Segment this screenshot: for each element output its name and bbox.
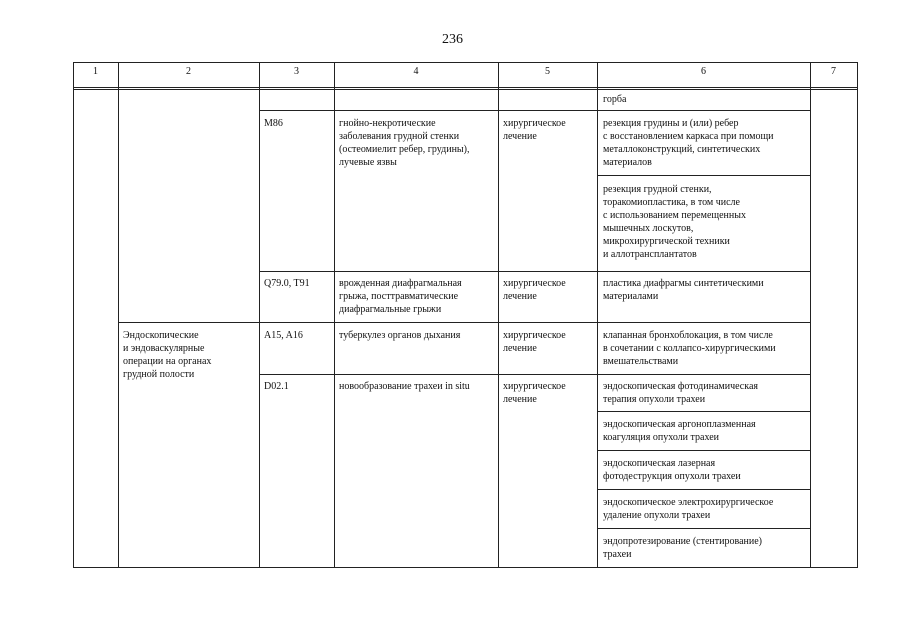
row-a15-method-1: клапанная бронхоблокация, в том числе в сочетании с коллапсо-хирургическими вмешательствами [603,330,776,367]
table-border-top [73,62,858,63]
row-d02-method-2: эндоскопическая аргоноплазменная коагуляция опухоли трахеи [603,419,756,443]
col-divider-3 [334,62,335,568]
header-col-7: 7 [831,66,836,77]
method-divider-3 [597,450,810,451]
row-divider-1 [259,110,810,111]
header-separator-2 [73,89,858,90]
header-col-4: 4 [413,66,419,77]
row-q79-method-1: пластика диафрагмы синтетическими материалами [603,278,764,302]
row-a15-treatment: хирургическое лечение [503,330,566,354]
row-d02-disease: новообразование трахеи in situ [339,381,470,392]
header-col-5: 5 [545,66,550,77]
row-q79-code: Q79.0, T91 [264,278,310,289]
row-q79-treatment: хирургическое лечение [503,278,566,302]
col-divider-4 [498,62,499,568]
row-m86-method-1: резекция грудины и (или) ребер с восстановлением каркаса при помощи металлоконструкций, синтетических материалов [603,118,774,168]
row-d02-method-5: эндопротезирование (стентирование) трахеи [603,536,763,560]
col-divider-5 [597,62,598,568]
table-border-bottom [73,567,858,568]
continuation-cell: горба [603,94,627,105]
header-separator [73,87,858,88]
header-col-6: 6 [701,66,706,77]
row-m86-treatment: хирургическое лечение [503,118,566,142]
row-a15-disease: туберкулез органов дыхания [339,330,461,341]
row-d02-method-4: эндоскопическое электрохирургическое удаление опухоли трахеи [603,497,774,521]
header-col-1: 1 [93,66,98,77]
col-divider-1 [118,62,119,568]
row-divider-2 [259,271,810,272]
header-col-3: 3 [294,66,299,77]
row-d02-treatment: хирургическое лечение [503,381,566,405]
row-m86-code: M86 [264,118,283,129]
row-m86-method-2: резекция грудной стенки, торакомиопластика, в том числе с использованием перемещенных мышечных лоскутов, микрохирургической техники и аллотрансплантатов [603,184,746,260]
row-divider-3 [118,322,810,323]
row-divider-4 [259,374,810,375]
col-divider-2 [259,62,260,568]
table-border-right [857,62,858,568]
row-q79-disease: врожденная диафрагмальная грыжа, посттравматические диафрагмальные грыжи [339,278,462,315]
method-divider-4 [597,489,810,490]
row-d02-code: D02.1 [264,381,289,392]
table-border-left [73,62,74,568]
row-d02-method-1: эндоскопическая фотодинамическая терапия опухоли трахеи [603,381,758,405]
row-a15-code: A15, A16 [264,330,303,341]
page-number: 236 [442,32,463,47]
method-divider-5 [597,528,810,529]
section-title-endoscopic: Эндоскопические и эндоваскулярные операции на органах грудной полости [123,330,212,380]
row-d02-method-3: эндоскопическая лазерная фотодеструкция опухоли трахеи [603,458,741,482]
row-m86-disease: гнойно-некротические заболевания грудной стенки (остеомиелит ребер, грудины), лучевые язвы [339,118,470,168]
method-divider-2 [597,411,810,412]
method-divider-1 [597,175,810,176]
col-divider-6 [810,62,811,568]
header-col-2: 2 [186,66,191,77]
